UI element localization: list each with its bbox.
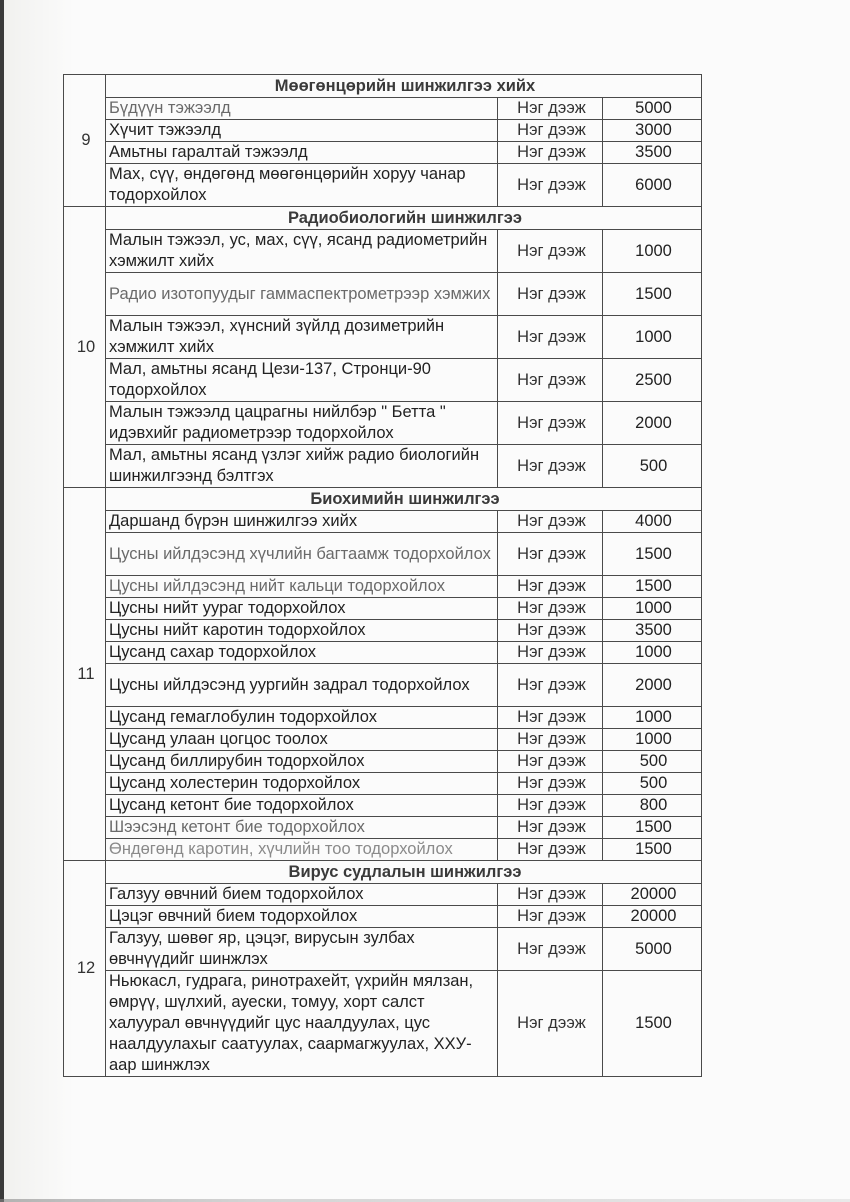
unit: Нэг дээж [498,230,603,273]
table-row [64,598,702,620]
unit: Нэг дээж [498,971,603,1077]
price: 500 [603,751,702,773]
price: 1000 [603,230,702,273]
test-name: Цусны нийт уураг тодорхойлох [106,598,498,620]
price: 1000 [603,642,702,664]
table-row [64,273,702,316]
table-row [64,98,702,120]
section-title: Вирус судлалын шинжилгээ [106,861,702,884]
test-name: Цэцэг өвчний бием тодорхойлох [106,906,498,928]
table-row [64,751,702,773]
unit: Нэг дээж [498,576,603,598]
section-title: Биохимийн шинжилгээ [106,488,702,511]
price: 1000 [603,316,702,359]
unit: Нэг дээж [498,142,603,164]
table-row [64,795,702,817]
test-name: Даршанд бүрэн шинжилгээ хийх [106,511,498,533]
price: 3500 [603,620,702,642]
table-row [64,642,702,664]
unit: Нэг дээж [498,359,603,402]
unit: Нэг дээж [498,773,603,795]
price: 20000 [603,884,702,906]
unit: Нэг дээж [498,906,603,928]
unit: Нэг дээж [498,120,603,142]
table-row [64,533,702,576]
test-name: Галзуу, шөвөг яр, цэцэг, вирусын зулбах өвчнүүдийг шинжлэх [106,928,498,971]
test-name: Цусанд улаан цогцос тоолох [106,729,498,751]
unit: Нэг дээж [498,817,603,839]
table-row [64,839,702,861]
unit: Нэг дээж [498,839,603,861]
test-name: Радио изотопуудыг гаммаспектрометрээр хэмжих [106,273,498,316]
section-number: 10 [64,207,106,488]
unit: Нэг дээж [498,751,603,773]
price: 3000 [603,120,702,142]
test-name: Амьтны гаралтай тэжээлд [106,142,498,164]
table-row [64,817,702,839]
section-title: Мөөгөнцөрийн шинжилгээ хийх [106,75,702,98]
table-row [64,729,702,751]
test-name: Мал, амьтны ясанд үзлэг хийж радио биологийн шинжилгээнд бэлтгэх [106,445,498,488]
fee-table [63,74,702,1077]
price: 800 [603,795,702,817]
price: 5000 [603,98,702,120]
price: 5000 [603,928,702,971]
table-row [64,359,702,402]
test-name: Цусанд сахар тодорхойлох [106,642,498,664]
unit: Нэг дээж [498,884,603,906]
section-header-row [64,75,702,98]
price: 1500 [603,971,702,1077]
section-header-row [64,488,702,511]
table-row [64,120,702,142]
section-header-row [64,207,702,230]
table-row [64,164,702,207]
table-row [64,142,702,164]
price: 1500 [603,839,702,861]
unit: Нэг дээж [498,402,603,445]
price: 1500 [603,817,702,839]
table-row [64,316,702,359]
table-row [64,906,702,928]
price: 500 [603,445,702,488]
unit: Нэг дээж [498,928,603,971]
test-name: Цусанд кетонт бие тодорхойлох [106,795,498,817]
test-name: Ньюкасл, гудрага, ринотрахейт, үхрийн мялзан, өмрүү, шүлхий, ауески, томуу, хорт салст халуурал өвчнүүдийг цус наалдуулах, цус наалдуулахыг саатуулах, саармагжуулах, ХХУ-аар шинжлэх [106,971,498,1077]
table-row [64,884,702,906]
table-row [64,576,702,598]
test-name: Галзуу өвчний бием тодорхойлох [106,884,498,906]
test-name: Малын тэжээлд цацрагны нийлбэр " Бетта " идэвхийг радиометрээр тодорхойлох [106,402,498,445]
test-name: Малын тэжээл, хүнсний зүйлд дозиметрийн хэмжилт хийх [106,316,498,359]
table-row [64,773,702,795]
price: 1000 [603,729,702,751]
unit: Нэг дээж [498,664,603,707]
price: 2000 [603,664,702,707]
table-row [64,230,702,273]
unit: Нэг дээж [498,642,603,664]
table-row [64,928,702,971]
section-title: Радиобиологийн шинжилгээ [106,207,702,230]
price: 1500 [603,533,702,576]
unit: Нэг дээж [498,729,603,751]
unit: Нэг дээж [498,598,603,620]
test-name: Цусны ийлдэсэнд хүчлийн багтаамж тодорхойлох [106,533,498,576]
price: 1000 [603,707,702,729]
price: 20000 [603,906,702,928]
unit: Нэг дээж [498,533,603,576]
table-row [64,971,702,1077]
unit: Нэг дээж [498,795,603,817]
test-name: Малын тэжээл, ус, мах, сүү, ясанд радиометрийн хэмжилт хийх [106,230,498,273]
table-row [64,511,702,533]
test-name: Цусанд гемаглобулин тодорхойлох [106,707,498,729]
table-row [64,402,702,445]
test-name: Өндөгөнд каротин, хүчлийн тоо тодорхойлох [106,839,498,861]
test-name: Цусанд холестерин тодорхойлох [106,773,498,795]
test-name: Цусны ийлдэсэнд нийт кальци тодорхойлох [106,576,498,598]
test-name: Мах, сүү, өндөгөнд мөөгөнцөрийн хоруу чанар тодорхойлох [106,164,498,207]
test-name: Цусны нийт каротин тодорхойлох [106,620,498,642]
unit: Нэг дээж [498,707,603,729]
price: 1500 [603,273,702,316]
unit: Нэг дээж [498,316,603,359]
price: 1500 [603,576,702,598]
unit: Нэг дээж [498,164,603,207]
unit: Нэг дээж [498,511,603,533]
unit: Нэг дээж [498,445,603,488]
table-row [64,664,702,707]
price: 6000 [603,164,702,207]
section-number: 12 [64,861,106,1077]
section-number: 11 [64,488,106,861]
test-name: Цусны ийлдэсэнд уургийн задрал тодорхойлох [106,664,498,707]
unit: Нэг дээж [498,98,603,120]
test-name: Мал, амьтны ясанд Цези-137, Стронци-90 тодорхойлох [106,359,498,402]
test-name: Бүдүүн тэжээлд [106,98,498,120]
section-number: 9 [64,75,106,207]
table-row [64,445,702,488]
price: 2000 [603,402,702,445]
price: 1000 [603,598,702,620]
price: 500 [603,773,702,795]
test-name: Цусанд биллирубин тодорхойлох [106,751,498,773]
price: 2500 [603,359,702,402]
unit: Нэг дээж [498,273,603,316]
test-name: Хүчит тэжээлд [106,120,498,142]
table-row [64,707,702,729]
price: 4000 [603,511,702,533]
unit: Нэг дээж [498,620,603,642]
section-header-row [64,861,702,884]
price: 3500 [603,142,702,164]
test-name: Шээсэнд кетонт бие тодорхойлох [106,817,498,839]
table-row [64,620,702,642]
